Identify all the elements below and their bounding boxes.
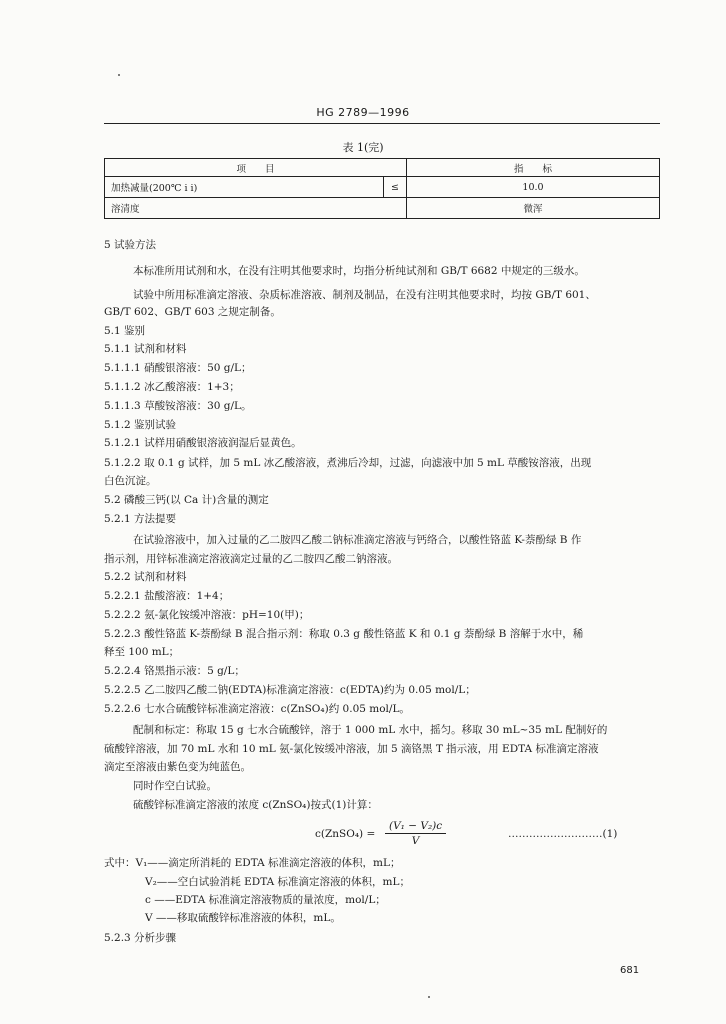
table-row: [105, 177, 660, 198]
paragraph-line: 试验中所用标准滴定溶液、杂质标准溶液、制剂及制品，在没有注明其他要求时，均按 GB/T 601、: [133, 289, 596, 301]
section-heading: 5.1 鉴别: [104, 325, 146, 337]
equation-1: [0, 820, 726, 852]
equation-fraction: [385, 820, 446, 847]
list-item: 5.1.1.1 硝酸银溶液：50 g/L；: [104, 362, 252, 374]
paragraph-line: 配制和标定：称取 15 g 七水合硫酸锌，溶于 1 000 mL 水中，摇匀。移取 30 mL~35 mL 配制好的: [133, 724, 608, 736]
section-heading: 5.2 磷酸三钙(以 Ca 计)含量的测定: [104, 494, 269, 506]
list-item-cont: 白色沉淀。: [104, 475, 157, 487]
table-cell-value: 微浑: [407, 198, 660, 219]
list-item: 5.1.1.3 草酸铵溶液：30 g/L。: [104, 400, 252, 412]
paragraph-line: 滴定至溶液由紫色变为纯蓝色。: [104, 761, 251, 773]
equation-lhs: c(ZnSO₄) =: [315, 828, 376, 840]
table-row: [105, 198, 660, 219]
header-rule: [104, 123, 660, 124]
paragraph-line: 在试验溶液中，加入过量的乙二胺四乙酸二钠标准滴定溶液与钙络合，以酸性铬蓝 K-萘酚绿 B 作: [133, 534, 582, 546]
paragraph-line: GB/T 602、GB/T 603 之规定制备。: [104, 306, 281, 318]
paragraph-line: 同时作空白试验。: [133, 780, 217, 792]
definition-line: 式中：V₁——滴定所消耗的 EDTA 标准滴定溶液的体积，mL；: [104, 857, 401, 869]
section-heading: 5 试验方法: [104, 239, 157, 251]
definition-line: V ——移取硫酸锌标准溶液的体积，mL。: [145, 912, 341, 924]
list-item: 5.2.2.3 酸性铬蓝 K-萘酚绿 B 混合指示剂：称取 0.3 g 酸性铬蓝 K 和 0.1 g 萘酚绿 B 溶解于水中，稀: [104, 628, 584, 640]
list-item: 5.2.2.6 七水合硫酸锌标准滴定溶液：c(ZnSO₄)约 0.05 mol/L。: [104, 703, 410, 715]
equation-number: ………………………(1): [508, 828, 618, 840]
definition-line: c ——EDTA 标准滴定溶液物质的量浓度，mol/L；: [145, 894, 386, 906]
list-item: 5.1.2.2 取 0.1 g 试样，加 5 mL 冰乙酸溶液，煮沸后冷却，过滤，向滤液中加 5 mL 草酸铵溶液，出现: [104, 457, 592, 469]
section-heading: 5.1.1 试剂和材料: [104, 343, 187, 355]
table-header-row: [105, 159, 660, 177]
paragraph-line: 本标准所用试剂和水，在没有注明其他要求时，均指分析纯试剂和 GB/T 6682 中规定的三级水。: [133, 265, 585, 277]
table-header-spec: 指 标: [407, 159, 660, 177]
paragraph-line: 硫酸锌标准滴定溶液的浓度 c(ZnSO₄)按式(1)计算：: [133, 799, 378, 811]
table-cell-item: 溶清度: [105, 198, 407, 219]
list-item: 5.2.2.4 铬黑指示液：5 g/L；: [104, 665, 245, 677]
list-item-cont: 释至 100 mL；: [104, 646, 180, 658]
list-item: 5.2.2.2 氨-氯化铵缓冲溶液：pH=10(甲)；: [104, 609, 310, 621]
page-number: 681: [620, 965, 640, 976]
table-caption: 表 1(完): [342, 141, 384, 154]
scan-speck: [118, 74, 120, 76]
equation-numerator: (V₁ − V₂)c: [385, 820, 446, 834]
list-item: 5.2.2.5 乙二胺四乙酸二钠(EDTA)标准滴定溶液：c(EDTA)约为 0.05 mol/L；: [104, 684, 476, 696]
table-cell-value: 10.0: [407, 177, 660, 198]
definition-line: V₂——空白试验消耗 EDTA 标准滴定溶液的体积，mL；: [145, 876, 410, 888]
list-item: 5.2.2.1 盐酸溶液：1+4；: [104, 590, 230, 602]
list-item: 5.1.1.2 冰乙酸溶液：1+3；: [104, 381, 240, 393]
equation-denominator: V: [411, 835, 420, 847]
scan-speck: [428, 996, 430, 998]
table-header-item: 项 目: [105, 159, 407, 177]
section-heading: 5.2.2 试剂和材料: [104, 571, 187, 583]
paragraph-line: 硫酸锌溶液，加 70 mL 水和 10 mL 氨-氯化铵缓冲溶液，加 5 滴铬黑 T 指示液，用 EDTA 标准滴定溶液: [104, 743, 599, 755]
section-heading: 5.2.3 分析步骤: [104, 932, 177, 944]
list-item: 5.1.2.1 试样用硝酸银溶液润湿后显黄色。: [104, 437, 302, 449]
paragraph-line: 指示剂，用锌标准滴定溶液滴定过量的乙二胺四乙酸二钠溶液。: [104, 553, 398, 565]
section-heading: 5.2.1 方法提要: [104, 513, 177, 525]
table-cell-unit: ≤: [384, 177, 407, 198]
section-heading: 5.1.2 鉴别试验: [104, 419, 177, 431]
table-cell-item: 加热减量(200℃ ⅰ ⅰ): [105, 177, 384, 198]
page-header: HG 2789—1996: [316, 106, 410, 119]
spec-table: [104, 158, 660, 219]
